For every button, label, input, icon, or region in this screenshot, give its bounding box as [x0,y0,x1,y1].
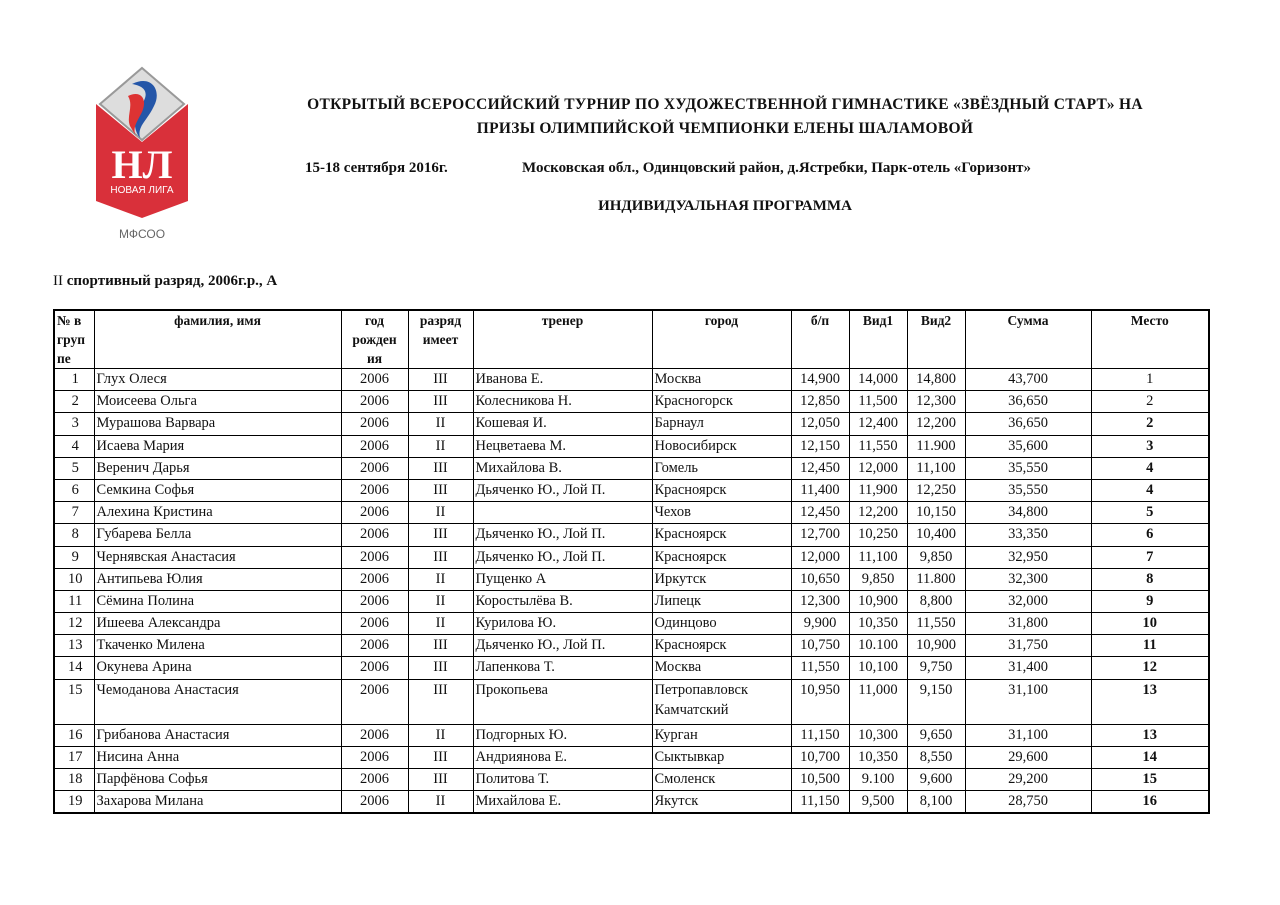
cell-sum: 32,300 [965,568,1091,590]
cell-birth-year: 2006 [341,635,408,657]
cell-vid1: 10,900 [849,590,907,612]
cell-place: 2 [1091,413,1209,435]
cell-place: 4 [1091,479,1209,501]
cell-birth-year: 2006 [341,791,408,814]
cell-sum: 36,650 [965,413,1091,435]
cell-coach: Михайлова Е. [473,791,652,814]
cell-birth-year: 2006 [341,457,408,479]
cell-rank: III [408,635,473,657]
cell-birth-year: 2006 [341,769,408,791]
cell-name: Чемоданова Анастасия [94,679,341,724]
cell-vid2: 9,600 [907,769,965,791]
cell-sum: 33,350 [965,524,1091,546]
cell-name: Семкина Софья [94,479,341,501]
cell-place: 10 [1091,613,1209,635]
group-label: спортивный разряд [66,273,201,289]
cell-name: Сёмина Полина [94,590,341,612]
program-title: ИНДИВИДУАЛЬНАЯ ПРОГРАММА [598,198,852,214]
cell-place: 12 [1091,657,1209,679]
cell-city: Красноярск [652,635,791,657]
cell-city: Якутск [652,791,791,814]
cell-name: Глух Олеся [94,369,341,391]
cell-bp: 12,450 [791,457,849,479]
cell-bp: 12,450 [791,502,849,524]
table-row [54,769,1209,791]
cell-number: 5 [54,457,94,479]
cell-place: 5 [1091,502,1209,524]
cell-birth-year: 2006 [341,679,408,724]
header-col-coach: тренер [473,310,652,369]
cell-name: Алехина Кристина [94,502,341,524]
cell-number: 10 [54,568,94,590]
table-row [54,679,1209,724]
cell-sum: 32,000 [965,590,1091,612]
cell-number: 13 [54,635,94,657]
results-table [53,309,1210,814]
cell-name: Антипьева Юлия [94,568,341,590]
cell-bp: 10,650 [791,568,849,590]
table-row [54,791,1209,814]
cell-number: 14 [54,657,94,679]
cell-bp: 11,150 [791,724,849,746]
cell-name: Ткаченко Милена [94,635,341,657]
cell-rank: III [408,769,473,791]
cell-birth-year: 2006 [341,435,408,457]
cell-city: Новосибирск [652,435,791,457]
cell-place: 14 [1091,746,1209,768]
table-row [54,590,1209,612]
cell-vid2: 8,100 [907,791,965,814]
cell-place: 13 [1091,724,1209,746]
cell-sum: 31,400 [965,657,1091,679]
cell-vid1: 11,500 [849,391,907,413]
cell-sum: 31,800 [965,613,1091,635]
cell-bp: 12,050 [791,413,849,435]
cell-birth-year: 2006 [341,369,408,391]
cell-rank: III [408,524,473,546]
cell-birth-year: 2006 [341,413,408,435]
cell-birth-year: 2006 [341,546,408,568]
cell-coach: Прокопьева [473,679,652,724]
cell-sum: 35,550 [965,457,1091,479]
svg-text:НОВАЯ ЛИГА: НОВАЯ ЛИГА [110,185,174,196]
cell-bp: 12,300 [791,590,849,612]
cell-rank: II [408,435,473,457]
cell-bp: 12,000 [791,546,849,568]
cell-vid2: 12,250 [907,479,965,501]
svg-text:НЛ: НЛ [111,142,173,187]
cell-vid2: 10,400 [907,524,965,546]
table-row [54,502,1209,524]
cell-name: Мурашова Варвара [94,413,341,435]
cell-vid2: 11,100 [907,457,965,479]
cell-place: 4 [1091,457,1209,479]
cell-coach: Колесникова Н. [473,391,652,413]
header-col-city: город [652,310,791,369]
cell-rank: III [408,679,473,724]
table-row [54,724,1209,746]
cell-vid1: 9,500 [849,791,907,814]
cell-name: Парфёнова Софья [94,769,341,791]
cell-city: Петропавловск Камчатский [652,679,791,724]
cell-coach: Курилова Ю. [473,613,652,635]
cell-vid1: 12,400 [849,413,907,435]
cell-number: 18 [54,769,94,791]
cell-place: 1 [1091,369,1209,391]
header-col-sum: Сумма [965,310,1091,369]
table-row [54,413,1209,435]
cell-sum: 35,550 [965,479,1091,501]
cell-bp: 10,500 [791,769,849,791]
cell-sum: 43,700 [965,369,1091,391]
cell-coach: Михайлова В. [473,457,652,479]
cell-number: 16 [54,724,94,746]
cell-rank: III [408,479,473,501]
cell-name: Губарева Белла [94,524,341,546]
table-row [54,657,1209,679]
cell-rank: III [408,546,473,568]
header-col-name: фамилия, имя [94,310,341,369]
cell-vid1: 10,100 [849,657,907,679]
table-row [54,435,1209,457]
cell-vid1: 9.100 [849,769,907,791]
cell-sum: 28,750 [965,791,1091,814]
cell-coach: Политова Т. [473,769,652,791]
group-suffix: , 2006г.р., А [200,273,278,289]
cell-birth-year: 2006 [341,590,408,612]
cell-rank: II [408,568,473,590]
cell-vid2: 11,550 [907,613,965,635]
cell-rank: II [408,613,473,635]
cell-number: 8 [54,524,94,546]
table-row [54,369,1209,391]
cell-sum: 31,100 [965,724,1091,746]
table-row [54,746,1209,768]
cell-birth-year: 2006 [341,724,408,746]
cell-city: Сыктывкар [652,746,791,768]
cell-sum: 31,750 [965,635,1091,657]
table-header-row [54,310,1209,369]
cell-coach: Дьяченко Ю., Лой П. [473,479,652,501]
cell-vid1: 10.100 [849,635,907,657]
cell-sum: 31,100 [965,679,1091,724]
cell-vid1: 10,350 [849,746,907,768]
cell-sum: 35,600 [965,435,1091,457]
cell-vid2: 14,800 [907,369,965,391]
table-row [54,635,1209,657]
cell-coach: Иванова Е. [473,369,652,391]
cell-vid1: 10,350 [849,613,907,635]
svg-text:МФСОО: МФСОО [118,227,166,241]
cell-city: Иркутск [652,568,791,590]
cell-rank: II [408,590,473,612]
cell-place: 3 [1091,435,1209,457]
cell-city: Барнаул [652,413,791,435]
cell-sum: 32,950 [965,546,1091,568]
cell-number: 17 [54,746,94,768]
cell-vid1: 12,200 [849,502,907,524]
group-heading [53,273,277,290]
header-col-birth-year: год рожден ия [341,310,408,369]
cell-number: 6 [54,479,94,501]
cell-city: Чехов [652,502,791,524]
cell-vid1: 10,250 [849,524,907,546]
table-row [54,613,1209,635]
header-col-bp: б/п [791,310,849,369]
cell-sum: 29,200 [965,769,1091,791]
cell-sum: 36,650 [965,391,1091,413]
cell-city: Курган [652,724,791,746]
cell-rank: III [408,746,473,768]
cell-vid2: 9,650 [907,724,965,746]
header-col-rank: разряд имеет [408,310,473,369]
cell-coach: Пущенко А [473,568,652,590]
cell-vid2: 8,800 [907,590,965,612]
cell-vid2: 10,150 [907,502,965,524]
cell-rank: II [408,502,473,524]
cell-number: 11 [54,590,94,612]
cell-number: 19 [54,791,94,814]
cell-vid1: 12,000 [849,457,907,479]
cell-city: Липецк [652,590,791,612]
cell-bp: 12,700 [791,524,849,546]
cell-coach: Андриянова Е. [473,746,652,768]
cell-number: 15 [54,679,94,724]
cell-name: Окунева Арина [94,657,341,679]
cell-number: 7 [54,502,94,524]
cell-bp: 10,950 [791,679,849,724]
document-title-line2: ПРИЗЫ ОЛИМПИЙСКОЙ ЧЕМПИОНКИ ЕЛЕНЫ ШАЛАМОВОЙ [476,120,974,137]
cell-birth-year: 2006 [341,524,408,546]
cell-coach: Подгорных Ю. [473,724,652,746]
cell-vid2: 10,900 [907,635,965,657]
cell-coach [473,502,652,524]
table-row [54,546,1209,568]
cell-vid2: 9,750 [907,657,965,679]
table-row [54,391,1209,413]
cell-name: Нисина Анна [94,746,341,768]
cell-city: Красноярск [652,524,791,546]
cell-bp: 10,750 [791,635,849,657]
cell-vid2: 11.800 [907,568,965,590]
cell-coach: Нецветаева М. [473,435,652,457]
cell-bp: 11,150 [791,791,849,814]
cell-name: Грибанова Анастасия [94,724,341,746]
table-row [54,457,1209,479]
cell-place: 6 [1091,524,1209,546]
document-title-line1: ОТКРЫТЫЙ ВСЕРОССИЙСКИЙ ТУРНИР ПО ХУДОЖЕСТВЕННОЙ ГИМНАСТИКЕ «ЗВЁЗДНЫЙ СТАРТ» НА [307,96,1143,113]
cell-rank: II [408,413,473,435]
cell-name: Исаева Мария [94,435,341,457]
cell-city: Красногорск [652,391,791,413]
cell-bp: 11,550 [791,657,849,679]
cell-number: 9 [54,546,94,568]
cell-place: 13 [1091,679,1209,724]
cell-city: Красноярск [652,546,791,568]
table-row [54,568,1209,590]
cell-number: 3 [54,413,94,435]
cell-coach: Лапенкова Т. [473,657,652,679]
cell-vid1: 11,550 [849,435,907,457]
cell-coach: Коростылёва В. [473,590,652,612]
header-col-place: Место [1091,310,1209,369]
cell-city: Москва [652,369,791,391]
cell-vid1: 11,100 [849,546,907,568]
cell-number: 4 [54,435,94,457]
cell-coach: Дьяченко Ю., Лой П. [473,546,652,568]
cell-bp: 12,150 [791,435,849,457]
cell-number: 12 [54,613,94,635]
cell-place: 9 [1091,590,1209,612]
cell-birth-year: 2006 [341,502,408,524]
cell-place: 8 [1091,568,1209,590]
header-col-vid1: Вид1 [849,310,907,369]
cell-rank: III [408,657,473,679]
cell-name: Ишеева Александра [94,613,341,635]
cell-number: 1 [54,369,94,391]
header-col-vid2: Вид2 [907,310,965,369]
cell-name: Захарова Милана [94,791,341,814]
cell-vid1: 10,300 [849,724,907,746]
cell-rank: III [408,369,473,391]
cell-vid1: 11,000 [849,679,907,724]
cell-vid1: 9,850 [849,568,907,590]
cell-birth-year: 2006 [341,479,408,501]
cell-vid2: 8,550 [907,746,965,768]
cell-bp: 14,900 [791,369,849,391]
cell-name: Моисеева Ольга [94,391,341,413]
cell-rank: II [408,724,473,746]
cell-vid2: 12,200 [907,413,965,435]
cell-name: Веренич Дарья [94,457,341,479]
event-dates: 15-18 сентября 2016г. [305,160,448,176]
cell-birth-year: 2006 [341,746,408,768]
cell-city: Одинцово [652,613,791,635]
event-venue: Московская обл., Одинцовский район, д.Ястребки, Парк-отель «Горизонт» [522,160,1031,176]
cell-place: 7 [1091,546,1209,568]
cell-birth-year: 2006 [341,613,408,635]
header-col-number: № в груп пе [54,310,94,369]
cell-number: 2 [54,391,94,413]
cell-bp: 12,850 [791,391,849,413]
cell-place: 15 [1091,769,1209,791]
cell-place: 2 [1091,391,1209,413]
cell-birth-year: 2006 [341,568,408,590]
table-row [54,524,1209,546]
cell-place: 16 [1091,791,1209,814]
cell-rank: III [408,457,473,479]
cell-vid2: 11.900 [907,435,965,457]
cell-city: Гомель [652,457,791,479]
cell-rank: II [408,791,473,814]
cell-coach: Кошевая И. [473,413,652,435]
table-row [54,479,1209,501]
cell-bp: 10,700 [791,746,849,768]
logo [92,66,192,241]
cell-vid1: 11,900 [849,479,907,501]
cell-city: Смоленск [652,769,791,791]
cell-birth-year: 2006 [341,391,408,413]
cell-bp: 9,900 [791,613,849,635]
cell-name: Чернявская Анастасия [94,546,341,568]
cell-vid2: 9,850 [907,546,965,568]
cell-vid1: 14,000 [849,369,907,391]
group-prefix: II [53,273,63,289]
cell-sum: 34,800 [965,502,1091,524]
cell-birth-year: 2006 [341,657,408,679]
cell-coach: Дьяченко Ю., Лой П. [473,635,652,657]
cell-sum: 29,600 [965,746,1091,768]
cell-rank: III [408,391,473,413]
cell-vid2: 9,150 [907,679,965,724]
cell-city: Москва [652,657,791,679]
cell-place: 11 [1091,635,1209,657]
cell-city: Красноярск [652,479,791,501]
cell-coach: Дьяченко Ю., Лой П. [473,524,652,546]
cell-vid2: 12,300 [907,391,965,413]
cell-bp: 11,400 [791,479,849,501]
